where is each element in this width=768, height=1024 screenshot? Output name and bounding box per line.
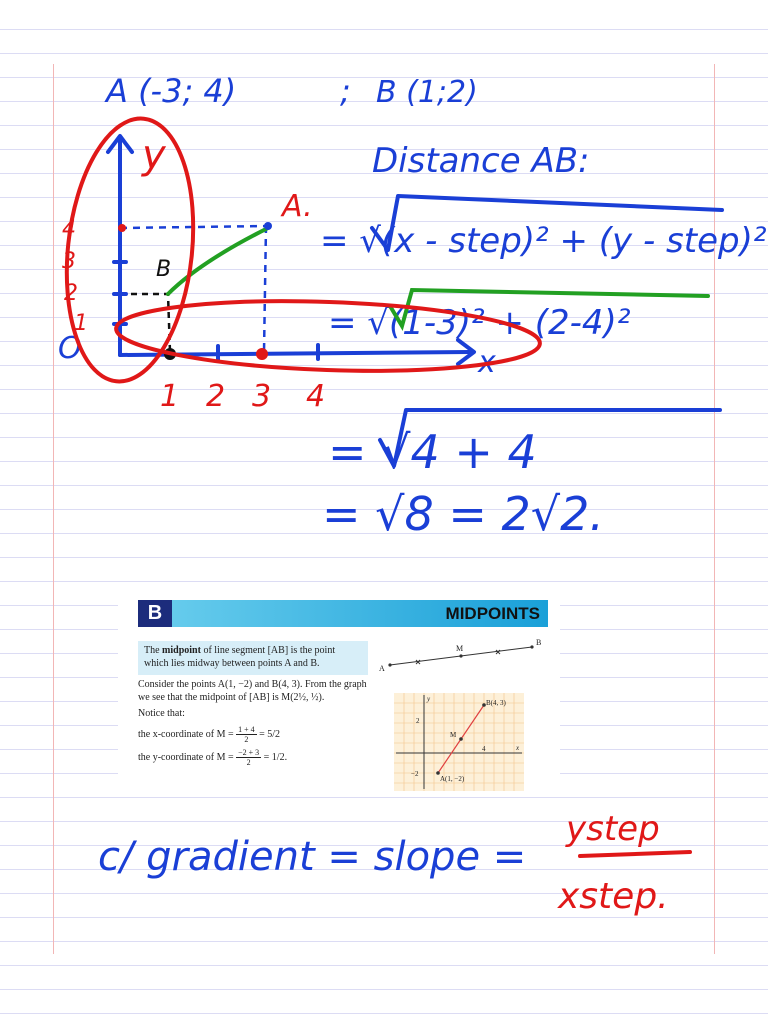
y-coord-result: = 1/2.	[263, 751, 288, 763]
y-coord-fraction	[236, 748, 261, 767]
formula-step-3: = √4 + 4	[328, 425, 537, 479]
point-a-label: A (-3; 4)	[106, 72, 237, 110]
formula-step-1: = √(x - step)² + (y - step)²	[320, 221, 767, 261]
graph-x-tick-3: 3	[252, 379, 272, 414]
point-m-dot	[459, 654, 462, 657]
graph-point-m	[459, 737, 463, 741]
textbook-body	[138, 679, 368, 771]
y-coordinate-line	[138, 748, 368, 767]
y-coord-num: −2 + 3	[238, 747, 260, 757]
line-label-b: B	[536, 638, 542, 647]
midpoint-definition	[138, 641, 368, 675]
point-b-dot	[530, 645, 533, 648]
graph-fig-tick-neg2: −2	[411, 770, 419, 778]
point-b-label: B (1;2)	[376, 75, 478, 110]
graph-b-label: B	[156, 257, 172, 282]
graph-y-tick-4: 4	[62, 217, 76, 242]
midpoint-graph-figure	[394, 693, 524, 791]
graph-fig-m-label: M	[450, 731, 457, 739]
graph-x-label: x	[478, 345, 496, 380]
point-a-dot	[388, 663, 391, 666]
graph-y-tick-3: 3	[62, 249, 76, 274]
gradient-denominator: xstep.	[558, 876, 669, 917]
graph-x-tick-2: 2	[206, 379, 226, 414]
graph-fig-tick-2: 2	[416, 717, 420, 725]
y-four-dot	[118, 224, 126, 232]
distance-title: Distance AB:	[372, 141, 590, 181]
notice-text: Notice that:	[138, 708, 185, 719]
graph-y-tick-2: 2	[64, 281, 78, 306]
graph-fig-a-label: A(1, −2)	[440, 775, 465, 783]
x-coordinate-line	[138, 725, 368, 744]
y-coord-label: the y-coordinate of M =	[138, 751, 234, 763]
graph-origin-label: O	[58, 331, 82, 366]
textbook-excerpt	[118, 583, 560, 793]
section-title: MIDPOINTS	[445, 604, 540, 623]
graph-fig-tick-4: 4	[482, 745, 486, 753]
segment-ab	[168, 228, 268, 294]
point-separator: ;	[340, 72, 351, 110]
x-three-dot	[256, 348, 268, 360]
gradient-numerator: ystep	[566, 809, 660, 849]
consider-text: Consider the points A(1, −2) and B(4, 3). From the graph we see that the midpoint of [AB] is M(2½, ½).	[138, 679, 367, 703]
line-label-a: A	[379, 664, 385, 673]
definition-term: midpoint	[162, 645, 201, 656]
x-coord-label: the x-coordinate of M =	[138, 728, 234, 740]
formula-step-2: = √(1-3)² + (2-4)²	[328, 303, 631, 343]
x-coord-fraction	[236, 725, 257, 744]
graph-x-tick-1: 1	[160, 379, 180, 414]
midpoint-line-figure	[376, 635, 546, 675]
line-label-m: M	[456, 644, 464, 653]
graph-y-tick-1: 1	[74, 311, 88, 336]
x-coord-num: 1 + 4	[238, 724, 255, 734]
fraction-bar	[580, 852, 690, 856]
definition-pre: The	[144, 645, 163, 656]
graph-fig-x-label: x	[516, 744, 520, 752]
section-header	[138, 600, 548, 627]
x-coord-den: 2	[244, 734, 249, 744]
formula-step-4: = √8 = 2√2.	[322, 487, 604, 541]
a-dashed-vertical	[264, 226, 266, 352]
graph-fig-b-label: B(4, 3)	[486, 699, 506, 707]
definition-post: of line segment [AB] is the point which lies midway between points A and B.	[144, 645, 336, 669]
point-a-dot	[264, 222, 272, 230]
graph-y-label: y	[142, 132, 166, 178]
graph-fig-y-label: y	[427, 695, 431, 703]
graph-x-tick-4: 4	[306, 379, 326, 414]
graph-a-label: A.	[282, 189, 313, 224]
x-coord-result: = 5/2	[259, 728, 281, 740]
y-coord-den: 2	[246, 757, 251, 767]
section-letter: B	[138, 600, 172, 627]
gradient-line: c/ gradient = slope =	[98, 834, 527, 880]
